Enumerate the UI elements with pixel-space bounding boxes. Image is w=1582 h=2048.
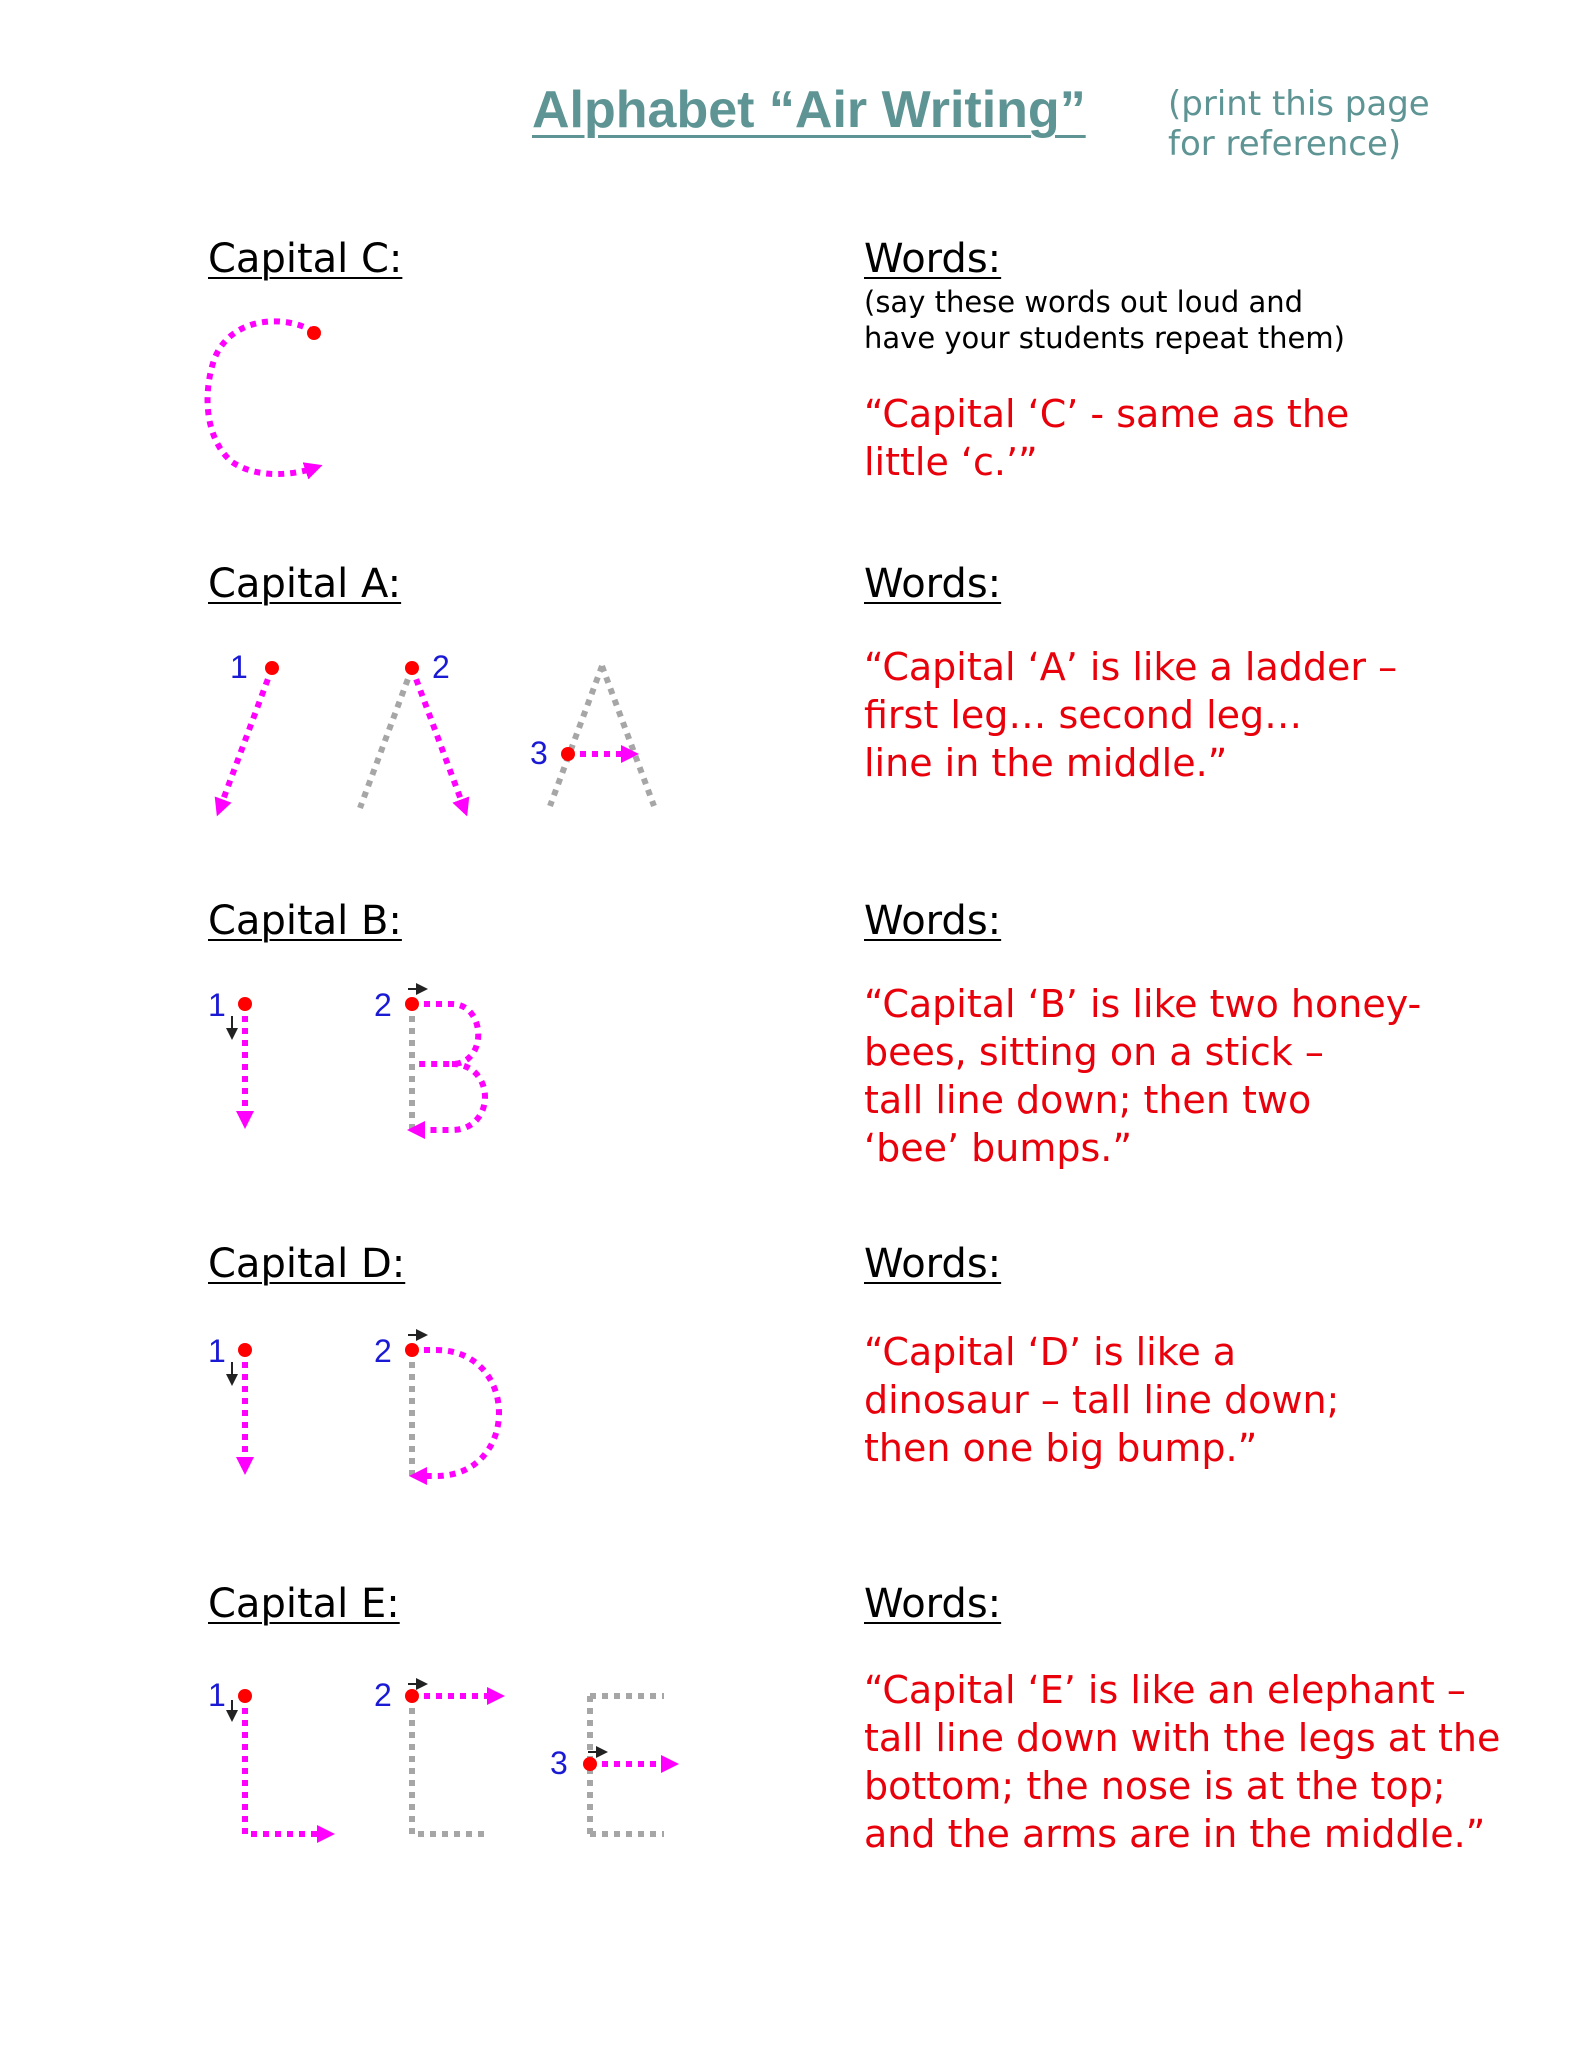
a-done-leg-stroke [360, 668, 412, 808]
section-heading-c: Capital C: [208, 236, 403, 282]
section-heading-a: Capital A: [208, 561, 402, 607]
instructions-line: (say these words out loud and [864, 285, 1304, 319]
words-heading-e: Words: [864, 1581, 1002, 1627]
step-number: 3 [550, 1745, 568, 1781]
section-heading-d: Capital D: [208, 1241, 406, 1287]
start-dot [238, 997, 252, 1011]
start-dot [265, 661, 279, 675]
words-line: and the arms are in the middle.” [864, 1812, 1486, 1856]
words-line: tall line down with the legs at the [864, 1716, 1501, 1760]
e-done-stroke [412, 1696, 486, 1834]
start-dot [405, 997, 419, 1011]
print-note [1168, 84, 1528, 164]
section-heading-e: Capital E: [208, 1581, 400, 1627]
b-bumps-stroke [412, 1004, 485, 1130]
words-line: line in the middle.” [864, 741, 1228, 785]
words-line: bees, sitting on a stick – [864, 1030, 1324, 1074]
words-heading-b: Words: [864, 898, 1002, 944]
section-heading-b: Capital B: [208, 898, 402, 944]
letter-a-diagram [190, 640, 690, 840]
words-a [864, 643, 1504, 787]
start-dot [405, 661, 419, 675]
words-heading-a: Words: [864, 561, 1002, 607]
e-stem-and-legs-stroke [245, 1696, 326, 1834]
words-line: then one big bump.” [864, 1426, 1258, 1470]
step-number: 2 [432, 649, 450, 685]
letter-e-diagram [190, 1670, 690, 1850]
words-heading-c: Words: [864, 236, 1002, 282]
step-number: 2 [374, 1333, 392, 1369]
words-line: ‘bee’ bumps.” [864, 1126, 1133, 1170]
step-number: 2 [374, 987, 392, 1023]
words-d [864, 1328, 1504, 1472]
words-b [864, 980, 1504, 1172]
words-line: dinosaur – tall line down; [864, 1378, 1340, 1422]
words-heading-d: Words: [864, 1241, 1002, 1287]
letter-d-diagram [190, 1326, 530, 1506]
words-line: “Capital ‘C’ - same as the [864, 392, 1350, 436]
step-number: 1 [230, 649, 248, 685]
start-dot [561, 747, 575, 761]
words-line: little ‘c.’” [864, 440, 1038, 484]
a-done-leg-stroke [602, 666, 654, 806]
words-line: “Capital ‘E’ is like an elephant – [864, 1668, 1466, 1712]
instructions-line: have your students repeat them) [864, 321, 1345, 355]
words-c [864, 390, 1504, 486]
letter-c-diagram [190, 300, 370, 500]
start-dot [405, 1689, 419, 1703]
start-dot [238, 1343, 252, 1357]
words-e [864, 1666, 1504, 1858]
words-line: “Capital ‘A’ is like a ladder – [864, 645, 1398, 689]
start-dot [583, 1757, 597, 1771]
print-note-line: for reference) [1168, 124, 1402, 164]
words-line: “Capital ‘B’ is like two honey- [864, 982, 1422, 1026]
instructions [864, 284, 1464, 356]
step-number: 1 [208, 1677, 226, 1713]
start-dot [405, 1343, 419, 1357]
start-dot [307, 326, 321, 340]
a-first-leg-stroke [220, 668, 272, 808]
start-dot [238, 1689, 252, 1703]
step-number: 2 [374, 1677, 392, 1713]
page-title: Alphabet “Air Writing” [532, 81, 1086, 139]
words-line: tall line down; then two [864, 1078, 1312, 1122]
d-bump-stroke [412, 1350, 499, 1476]
print-note-line: (print this page [1168, 84, 1430, 124]
c-curve-stroke [208, 321, 314, 474]
words-line: bottom; the nose is at the top; [864, 1764, 1446, 1808]
step-number: 1 [208, 987, 226, 1023]
letter-b-diagram [190, 980, 530, 1160]
step-number: 1 [208, 1333, 226, 1369]
a-done-leg-stroke [550, 666, 602, 806]
a-second-leg-stroke [412, 668, 464, 808]
words-line: “Capital ‘D’ is like a [864, 1330, 1237, 1374]
step-number: 3 [530, 735, 548, 771]
words-line: first leg… second leg… [864, 693, 1303, 737]
